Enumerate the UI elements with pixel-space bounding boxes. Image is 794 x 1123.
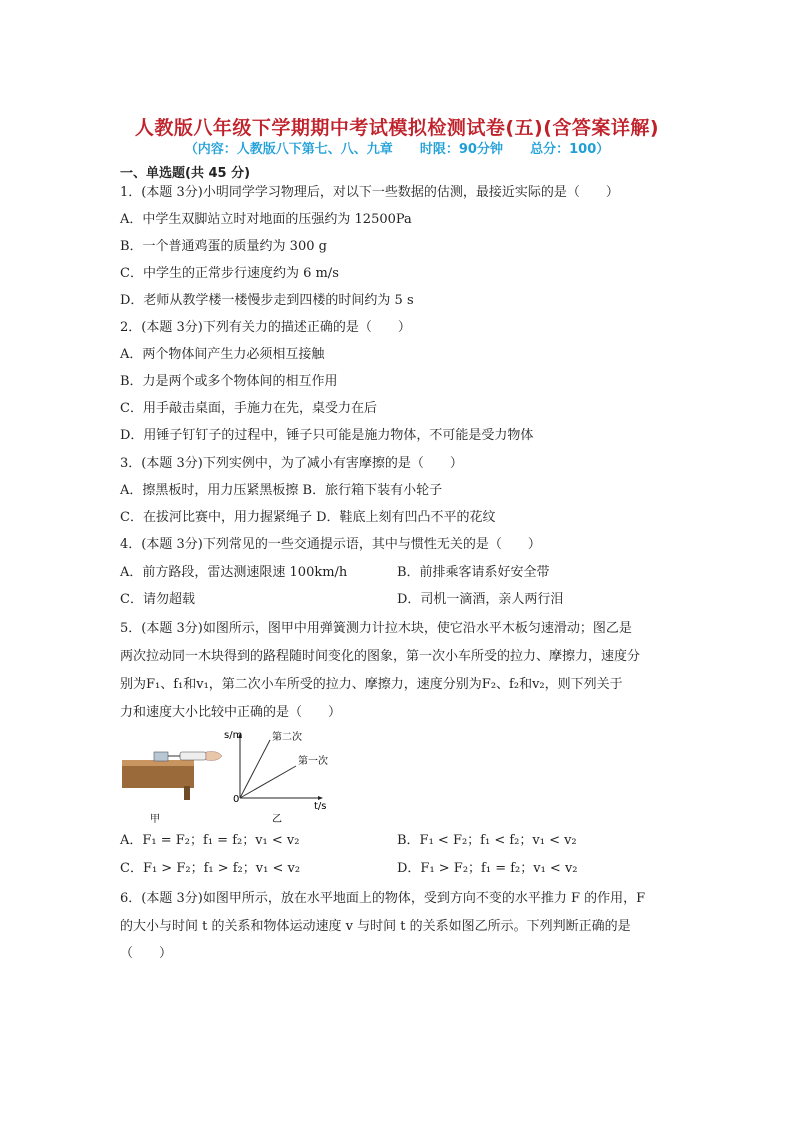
question-1-option-d: D．老师从教学楼一楼慢步走到四楼的时间约为 5 s (120, 293, 414, 308)
question-5-option-a: A．F₁ = F₂；f₁ = f₂；v₁ < v₂ (120, 833, 300, 848)
question-2-stem: 2．(本题 3分)下列有关力的描述正确的是（ ） (120, 320, 411, 335)
question-1-option-b: B．一个普通鸡蛋的质量约为 300 g (120, 239, 327, 254)
question-4-stem: 4．(本题 3分)下列常见的一些交通提示语，其中与惯性无关的是（ ） (120, 537, 541, 552)
question-5-option-d: D．F₁ > F₂；f₁ = f₂；v₁ < v₂ (397, 861, 578, 876)
question-5-line-1: 5．(本题 3分)如图所示，图甲中用弹簧测力计拉木块，使它沿水平木板匀速滑动；图乙是 (120, 621, 632, 636)
page-title: 人教版八年级下学期期中考试模拟检测试卷(五)(含答案详解) (134, 117, 660, 139)
question-5-option-b: B．F₁ < F₂；f₁ < f₂；v₁ < v₂ (397, 833, 577, 848)
question-5-line-4: 力和速度大小比较中正确的是（ ） (120, 705, 342, 720)
table-illustration (122, 752, 222, 825)
question-4-option-b: B．前排乘客请系好安全带 (397, 565, 550, 580)
question-4-option-a: A．前方路段，雷达测速限速 100km/h (120, 565, 348, 580)
graph-series-first-label: 第一次 (298, 756, 328, 767)
figure-left-caption: 甲 (150, 814, 160, 824)
question-2-option-d: D．用锤子钉钉子的过程中，锤子只可能是施力物体，不可能是受力物体 (120, 428, 534, 443)
question-1-stem: 1．(本题 3分)小明同学学习物理后，对以下一些数据的估测，最接近实际的是（ ） (120, 185, 619, 200)
question-2-option-c: C．用手敲击桌面，手施力在先，桌受力在后 (120, 401, 377, 416)
table-leg (184, 786, 190, 800)
question-4-option-c: C．请勿超载 (120, 592, 195, 607)
graph-y-label: s/m (224, 730, 243, 741)
question-5-figure-svg (120, 730, 340, 824)
question-1-option-c: C．中学生的正常步行速度约为 6 m/s (120, 266, 339, 281)
question-2-option-b: B．力是两个或多个物体间的相互作用 (120, 374, 338, 389)
question-6-line-1: 6．(本题 3分)如图甲所示，放在水平地面上的物体，受到方向不变的水平推力 F 的作用，F (120, 891, 646, 906)
question-5-option-c: C．F₁ > F₂；f₁ > f₂；v₁ < v₂ (120, 861, 301, 876)
spring-scale (180, 752, 206, 760)
st-graph (224, 730, 328, 824)
question-1-option-a: A．中学生双脚站立时对地面的压强约为 12500Pa (120, 212, 412, 227)
question-3-stem: 3．(本题 3分)下列实例中，为了减小有害摩擦的是（ ） (120, 456, 463, 471)
question-3-options-ab: A．擦黑板时，用力压紧黑板擦 B．旅行箱下装有小轮子 (120, 483, 443, 498)
question-5-figure (120, 730, 340, 824)
graph-x-arrow (318, 796, 323, 800)
question-3-options-cd: C．在拔河比赛中，用力握紧绳子 D．鞋底上刻有凹凸不平的花纹 (120, 510, 496, 525)
section-heading: 一、单选题(共 45 分) (120, 166, 251, 181)
figure-right-caption: 乙 (272, 814, 282, 824)
question-2-option-a: A．两个物体间产生力必须相互接触 (120, 347, 325, 362)
graph-origin-label: 0 (233, 794, 240, 805)
question-5-line-3: 别为F₁、f₁和v₁，第二次小车所受的拉力、摩擦力，速度分别为F₂、f₂和v₂，则下列关于 (120, 677, 623, 692)
question-6-line-3: （ ） (120, 946, 173, 961)
graph-series-second-label: 第二次 (272, 732, 302, 743)
question-5-line-2: 两次拉动同一木块得到的路程随时间变化的图象，第一次小车所受的拉力、摩擦力，速度分 (120, 649, 641, 664)
question-4-option-d: D．司机一滴酒，亲人两行泪 (397, 592, 564, 607)
wooden-block (154, 752, 168, 761)
page-subtitle: （内容：人教版八下第七、八、九章 时限：90分钟 总分：100） (184, 142, 610, 157)
graph-x-label: t/s (314, 801, 327, 812)
hand (206, 752, 222, 761)
question-6-line-2: 的大小与时间 t 的关系和物体运动速度 v 与时间 t 的关系如图乙所示。下列判断正确的是 (120, 919, 631, 934)
